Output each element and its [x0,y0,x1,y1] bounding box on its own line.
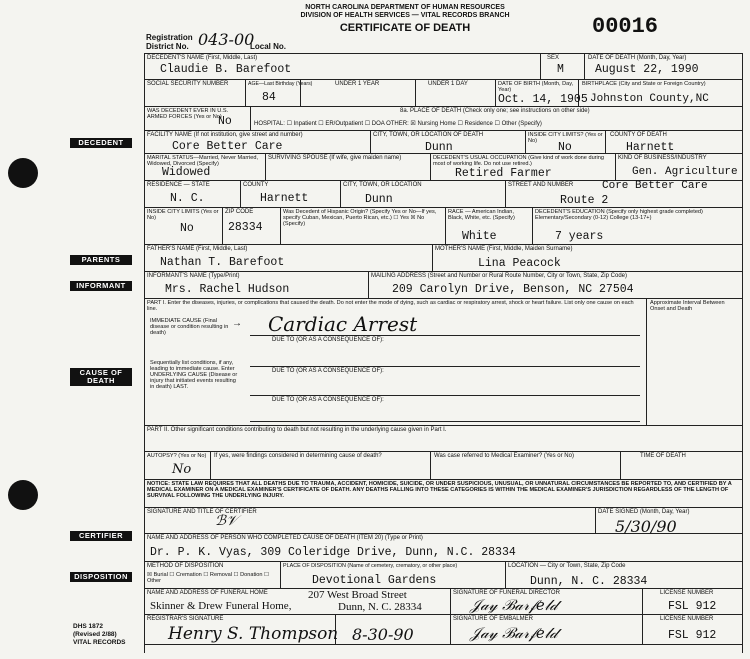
res-street2-value: Route 2 [560,194,609,207]
decedent-name: Claudie B. Barefoot [160,63,292,76]
time-of-death-label: TIME OF DEATH [640,453,686,459]
funeral-director-signature: 𝒥𝒶𝓎 ℬ𝒶𝓇𝒻𝑒𝓁𝒹 [470,596,558,614]
due-to-a: DUE TO (OR AS A CONSEQUENCE OF): [272,337,384,343]
district-value: 043-00 [198,30,255,49]
registrar-date: 8-30-90 [352,625,414,644]
place-disp-label: PLACE OF DISPOSITION (Name of cemetery, crematory, or other place) [283,563,458,569]
side-label-certifier: CERTIFIER [70,531,132,541]
res-state-label: RESIDENCE — STATE [147,182,210,188]
under-day-label: UNDER 1 DAY [428,81,468,87]
age-label: AGE—Last Birthday (Years) [248,81,313,87]
mailing-label: MAILING ADDRESS (Street and Number or Rural Route Number, City or Town, State, Zip Code) [371,273,627,279]
business-value: Gen. Agriculture [632,166,738,178]
side-label-disposition: DISPOSITION [70,572,132,582]
sig-embalmer-label: SIGNATURE OF EMBALMER [453,616,533,622]
ssn-label: SOCIAL SECURITY NUMBER [147,81,229,87]
father-value: Nathan T. Barefoot [160,256,285,269]
res-county-value: Harnett [260,192,309,205]
punch-hole-bottom [8,480,38,510]
res-street-label: STREET AND NUMBER [508,182,574,188]
county-death-label: COUNTY OF DEATH [610,132,667,138]
informant-value: Mrs. Rachel Hudson [165,283,290,296]
autopsy-value: No [172,462,192,477]
date-of-death-label: DATE OF DEATH (Month, Day, Year) [588,55,687,61]
due-to-b: DUE TO (OR AS A CONSEQUENCE OF): [272,368,384,374]
immediate-label: IMMEDIATE CAUSE (Final disease or condition resulting in death) [150,318,229,336]
funeral-home-value: Skinner & Drew Funeral Home, [150,600,292,612]
vital-records: VITAL RECORDS [73,639,126,646]
certifier-name-value: Dr. P. K. Vyas, 309 Coleridge Drive, Dunn, N.C. 28334 [150,546,516,559]
race-value: White [462,230,497,243]
dob-label: DATE OF BIRTH (Month, Day, Year) [498,81,574,93]
res-state-value: N. C. [170,192,205,205]
mother-value: Lina Peacock [478,257,561,270]
res-street-value: Core Better Care [602,180,708,192]
armed-forces-label: WAS DECEDENT EVER IN U.S. ARMED FORCES (Yes or No) [147,108,229,120]
autopsy-question: If yes, were findings considered in determining cause of death? [214,453,382,459]
interval-label: Approximate Interval Between Onset and Death [650,300,725,312]
license-label: LICENSE NUMBER [660,590,714,596]
dob-value: Oct. 14, 1905 [498,93,588,106]
method-options: ☒ Burial ☐ Cremation ☐ Removal ☐ Donation ☐ Other [147,572,270,584]
method-label: METHOD OF DISPOSITION [147,563,224,569]
name-cert-label: NAME AND ADDRESS OF PERSON WHO COMPLETED CAUSE OF DEATH (ITEM 20) (Type or Print) [147,535,423,541]
hispanic-label: Was Decedent of Hispanic Origin? (Specify Yes or No—If yes, specify Cuban, Mexican, Puerto Rican, etc.) ☐ Yes ☒ No (Specify) [283,209,437,227]
county-death-value: Harnett [626,141,675,154]
location-label: LOCATION — City or Town, State, Zip Code [508,563,626,569]
education-label: DECEDENT'S EDUCATION (Specify only highest grade completed) Elementary/Secondary (0-12) College (13-17+) [535,209,703,221]
registration-label: Registration [146,33,193,42]
occupation-label: DECEDENT'S USUAL OCCUPATION (Give kind of work done during most of working life. Do not use retired.) [433,155,605,167]
informant-label: INFORMANT'S NAME (Type/Print) [147,273,240,279]
zip-value: 28334 [228,221,263,234]
license2-label: LICENSE NUMBER [660,616,714,622]
registrar-signature: Henry S. Thompson [168,624,339,644]
district-label: District No. [146,42,189,51]
form-revised: (Revised 2/88) [73,631,117,638]
facility-label: FACILITY NAME (If not institution, give street and number) [147,132,303,138]
location-value: Dunn, N. C. 28334 [530,575,648,588]
part1-label: PART I. Enter the diseases, injuries, or complications that caused the death. Do not enter the mode of dying, such as cardiac or respiratory arrest, shock or heart failure. List only one cause on each line. [147,300,634,312]
race-label: RACE — American Indian, Black, White, etc. (Specify) [448,209,515,221]
funeral-home-label: NAME AND ADDRESS OF FUNERAL HOME [147,590,268,596]
education-value: 7 years [555,230,604,243]
funeral-addr2-value: Dunn, N. C. 28334 [338,601,422,613]
header-division: DIVISION OF HEALTH SERVICES — VITAL RECORDS BRANCH [300,12,510,19]
occupation-value: Retired Farmer [455,167,552,180]
sig-cert-label: SIGNATURE AND TITLE OF CERTIFIER [147,509,257,515]
side-label-informant: INFORMANT [70,281,132,291]
sex-value: M [557,63,564,76]
sig-funeral-label: SIGNATURE OF FUNERAL DIRECTOR [453,590,560,596]
mailing-value: 209 Carolyn Drive, Benson, NC 27504 [392,283,634,296]
date-signed-label: DATE SIGNED (Month, Day, Year) [598,509,690,515]
date-of-death-value: August 22, 1990 [595,63,699,76]
mother-label: MOTHER'S NAME (First, Middle, Maiden Surname) [435,246,573,252]
armed-forces-value: No [218,115,232,128]
marital-label: MARITAL STATUS—Married, Never Married, Widowed, Divorced (Specify) [147,155,259,167]
date-signed-value: 5/30/90 [615,517,677,536]
city-death-value: Dunn [425,141,453,154]
license-value: FSL 912 [668,600,717,613]
license2-value: FSL 912 [668,629,717,642]
me-question: Was case referred to Medical Examiner? (Yes or No) [434,453,574,459]
part2-label: PART II. Other significant conditions contributing to death but not resulting in the underlying cause given in Part I. [147,427,447,433]
age-value: 84 [262,91,276,104]
res-inside-label: INSIDE CITY LIMITS (Yes or No) [147,209,219,221]
page-title: CERTIFICATE OF DEATH [339,22,471,34]
birthplace-label: BIRTHPLACE (City and State or Foreign Country) [582,81,706,87]
res-city-label: CITY, TOWN, OR LOCATION [343,182,422,188]
under-year-label: UNDER 1 YEAR [335,81,380,87]
header-dept: NORTH CAROLINA DEPARTMENT OF HUMAN RESOURCES [305,4,505,11]
birthplace-value: Johnston County,NC [590,93,709,105]
res-city-value: Dunn [365,193,393,206]
funeral-addr1-value: 207 West Broad Street [308,589,407,601]
inside-city-label: INSIDE CITY LIMITS? (Yes or No) [528,132,603,144]
sequential-label: Sequentially list conditions, if any, leading to immediate cause. Enter UNDERLYING CAUSE (Disease or injury that initiated events resulting in death) LAST. [150,360,238,390]
sex-label: SEX [547,55,560,61]
marital-value: Widowed [162,166,211,179]
local-label: Local No. [250,42,287,51]
punch-hole-top [8,158,38,188]
form-number: DHS 1872 [73,623,103,630]
zip-label: ZIP CODE [225,209,254,215]
name-label: DECEDENT'S NAME (First, Middle, Last) [147,55,258,61]
place-disp-value: Devotional Gardens [312,574,437,587]
embalmer-signature: 𝒥𝒶𝓎 ℬ𝒶𝓇𝒻𝑒𝓁𝒹 [470,624,558,642]
res-inside-value: No [180,222,194,235]
due-to-c: DUE TO (OR AS A CONSEQUENCE OF): [272,397,384,403]
res-county-label: COUNTY [243,182,269,188]
notice-text: NOTICE: STATE LAW REQUIRES THAT ALL DEATHS DUE TO TRAUMA, ACCIDENT, HOMICIDE, SUICIDE, OR UNDER SUSPICIOUS, UNUSUAL, OR UNNATURAL CIRCUMSTANCES BE REPORTED TO, AND CERTIFIED BY A MEDICAL EXAMINER ON A MEDICAL EXAMINER'S CERTIFICATE OF DEATH. ANY DEATHS FALLING INTO THESE CATEGORIES IS WITHIN THE MEDICAL EXAMINER'S JURISDICTION REGARDLESS OF THE LENGTH OF SURVIVAL FOLLOWING THE UNDERLYING INJURY. [147,481,732,499]
immediate-cause-value: Cardiac Arrest [268,312,418,336]
autopsy-label: AUTOPSY? (Yes or No) [147,453,207,459]
inside-city-value: No [558,141,572,154]
facility-value: Core Better Care [172,140,283,153]
business-label: KIND OF BUSINESS/INDUSTRY [618,155,707,161]
side-label-cause: CAUSE OF DEATH [70,368,132,386]
cert-number: 00016 [592,14,659,39]
side-label-parents: PARENTS [70,255,132,265]
place-of-death-label: 8a. PLACE OF DEATH (Check only one; see instructions on other side) [400,108,590,114]
registrar-label: REGISTRAR'S SIGNATURE [147,616,224,622]
side-label-decedent: DECEDENT [70,138,132,148]
father-label: FATHER'S NAME (First, Middle, Last) [147,246,248,252]
city-death-label: CITY, TOWN, OR LOCATION OF DEATH [373,132,484,138]
hospital-options: HOSPITAL: ☐ Inpatient ☐ ER/Outpatient ☐ DOA OTHER: ☒ Nursing Home ☐ Residence ☐ Other (Specify) [254,121,542,127]
spouse-label: SURVIVING SPOUSE (If wife, give maiden name) [268,155,402,161]
certifier-signature: ℬ𝒱 [215,513,238,529]
